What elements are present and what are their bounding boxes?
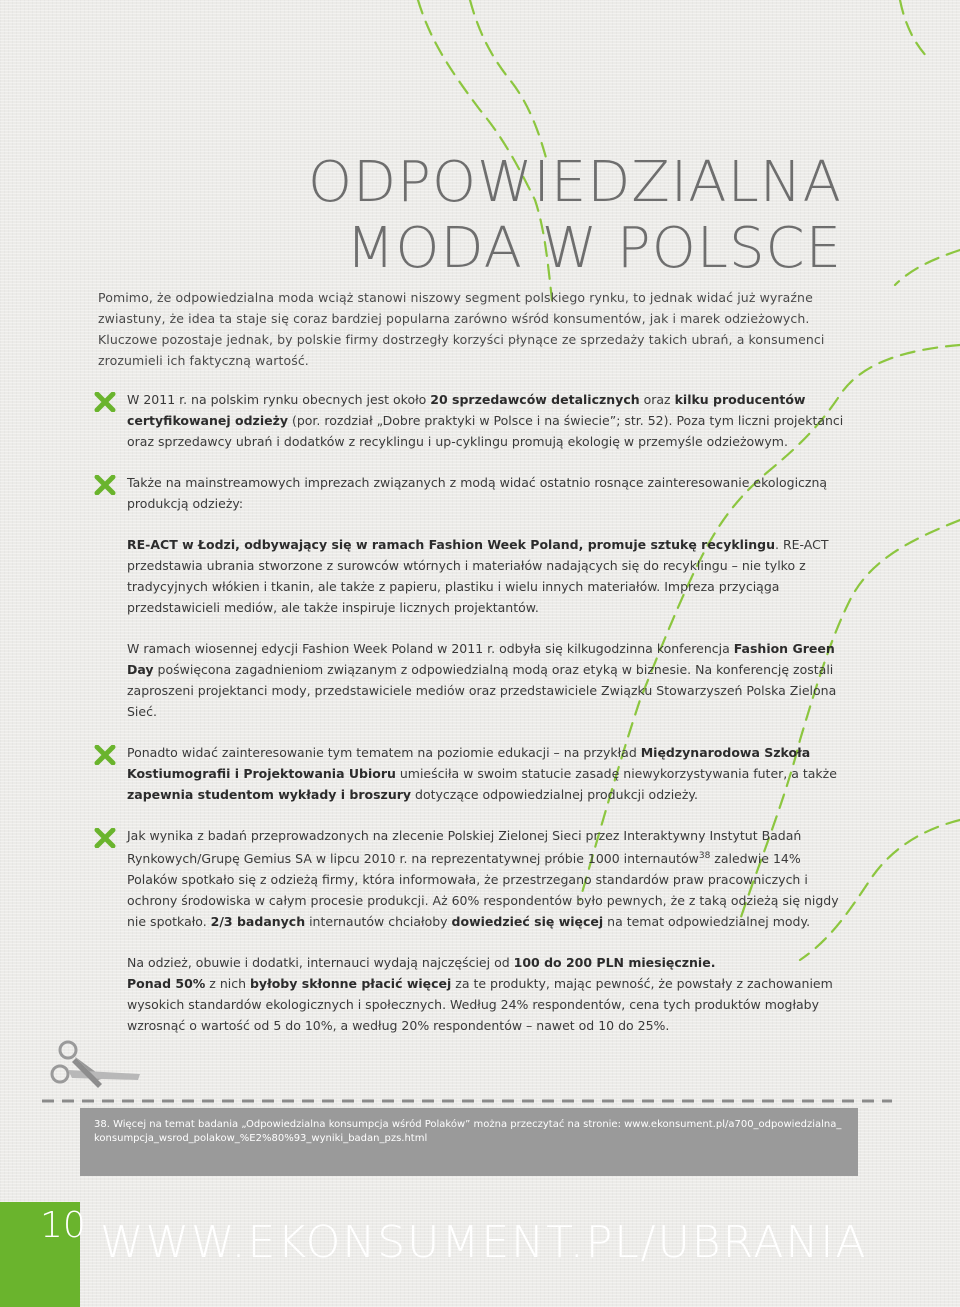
bullet-text (127, 825, 846, 932)
x-mark-icon (94, 475, 116, 495)
x-mark-icon (94, 392, 116, 412)
x-mark-icon (94, 828, 116, 848)
bullet-item-research (98, 825, 846, 1036)
text-run: Na odzież, obuwie i dodatki, internauci wydają najczęściej od (127, 955, 514, 971)
cut-line (42, 1099, 892, 1103)
highlight-text: RE-ACT w Łodzi, odbywający się w ramach Fashion Week Poland, promuje sztukę recyklingu (127, 537, 775, 552)
text-run: Jak wynika z badań przeprowadzonych na zlecenie Polskiej Zielonej Sieci przez Interaktywny Instytut Badań Rynkowych/Grupę Gemius SA w lipcu 2010 r. na reprezentatywnej próbie 1000 internautów (127, 828, 802, 867)
bullet-item-education (98, 742, 846, 805)
text-run: umieściła w swoim statucie zasadę niewykorzystywania futer, a także (395, 766, 837, 781)
bullet-item-market (98, 389, 846, 452)
text-run: zaledwie 14% Polaków spotkało się z odzieżą firmy, która informowała, że przestrzegano standardów praw pracowniczych i ochrony środowiska w całym procesie produkcji. Aż 60% respondentów było pewnych, że z taką odzieżą się nigdy nie spotkało. (127, 851, 839, 930)
react-paragraph (127, 534, 846, 618)
footnote (80, 1108, 858, 1176)
fashion-green-day-paragraph (127, 638, 846, 722)
highlight-text: Fashion Green Day (127, 641, 835, 677)
highlight-text: Ponad 50% (127, 976, 206, 992)
highlight-text: 20 sprzedawców detalicznych (430, 392, 640, 407)
x-mark-icon (94, 745, 116, 765)
page-title (308, 150, 842, 282)
highlight-text: zapewnia studentom wykłady i broszury (127, 787, 412, 802)
text-run: internautów chciałoby (305, 914, 452, 930)
text-run: za te produkty, mając pewność, że powstały z zachowaniem wysokich standardów ekologicznych i społecznych. Według 24% respondentów, cena tych produktów mogłaby wzrosnąć o wartość od 5 do 10%, a według 20% respondentów – nawet od 10 do 25%. (127, 976, 833, 1034)
bullet-text (127, 742, 846, 805)
text-run: z nich (205, 976, 250, 992)
text-run: W ramach wiosennej edycji Fashion Week Poland w 2011 r. odbyła się kilkugodzinna konferencja (127, 641, 734, 656)
text-run: dotyczące odpowiedzialnej produkcji odzieży. (411, 787, 699, 802)
footnote-ref: 38 (698, 851, 711, 861)
text-run: Ponadto widać zainteresowanie tym tematem na poziomie edukacji – na przykład (127, 745, 641, 760)
footnote-text: 38. Więcej na temat badania „Odpowiedzialna konsumpcja wśród Polaków” można przeczytać na stronie: www.ekonsument.pl/a700_odpowiedzialna_konsumpcja_wsrod_polakow_%E2%80%93_wyniki_badan_pzs.html (94, 1119, 842, 1144)
text-run: poświęcona zagadnieniom związanym z odpowiedzialną modą oraz etyką w biznesie. Na konferencję zostali zaproszeni projektanci mody, przedstawiciele mediów oraz przedstawiciele Związku Stowarzyszeń Polska Zielona Sieć. (127, 662, 837, 719)
text-run: na temat odpowiedzialnej mody. (603, 914, 811, 930)
highlight-text: 100 do 200 PLN miesięcznie. (513, 955, 716, 971)
intro-paragraph: Pomimo, że odpowiedzialna moda wciąż stanowi niszowy segment polskiego rynku, to jednak widać już wyraźne zwiastuny, że idea ta staje się coraz bardziej popularna zarówno wśród konsumentów, jak i marek odzieżowych. Kluczowe pozostaje jednak, by polskie firmy dostrzegły korzyści płynące ze sprzedaży takich ubrań, a konsumenci zrozumieli ich faktyczną wartość. (98, 290, 825, 368)
scissors-icon (42, 1040, 142, 1100)
bullet-text (127, 389, 846, 452)
page-number: 10 (40, 1205, 86, 1246)
bullet-text: Także na mainstreamowych imprezach związanych z modą widać ostatnio rosnące zainteresowanie ekologiczną produkcją odzieży: (127, 475, 828, 511)
main-content (98, 287, 846, 1056)
spending-paragraph (127, 952, 846, 1036)
highlight-text: kilku producentów certyfikowanej odzieży (127, 392, 806, 428)
title-line-1: ODPOWIEDZIALNA (307, 150, 842, 215)
text-run: oraz (639, 392, 675, 407)
bullet-item-mainstream (98, 472, 846, 722)
title-line-2: MODA W POLSCE (346, 216, 842, 281)
highlight-text: dowiedzieć się więcej (451, 914, 604, 930)
text-run: . RE-ACT przedstawia ubrania stworzone z surowców wtórnych i materiałów nadających się do recyklingu – nie tylko z tradycyjnych włókien i tkanin, ale także z papieru, plastiku i wielu innych materiałów. Impreza przyciąga przedstawicieli mediów, ale także inspiruje licznych projektantów. (127, 537, 829, 615)
text-run: W 2011 r. na polskim rynku obecnych jest około (127, 392, 431, 407)
text-run: (por. rozdział „Dobre praktyki w Polsce i na świecie”; str. 52). Poza tym liczni projektanci oraz sprzedawcy ubrań i dodatków z recyklingu i up-cyklingu promują ekologię w przemyśle odzieżowym. (127, 413, 844, 449)
highlight-text: byłoby skłonne płacić więcej (249, 976, 452, 992)
site-url: WWW.EKONSUMENT.PL/UBRANIA (100, 1217, 868, 1268)
highlight-text: 2/3 badanych (210, 914, 306, 930)
highlight-text: Międzynarodowa Szkoła Kostiumografii i Projektowania Ubioru (127, 745, 811, 781)
